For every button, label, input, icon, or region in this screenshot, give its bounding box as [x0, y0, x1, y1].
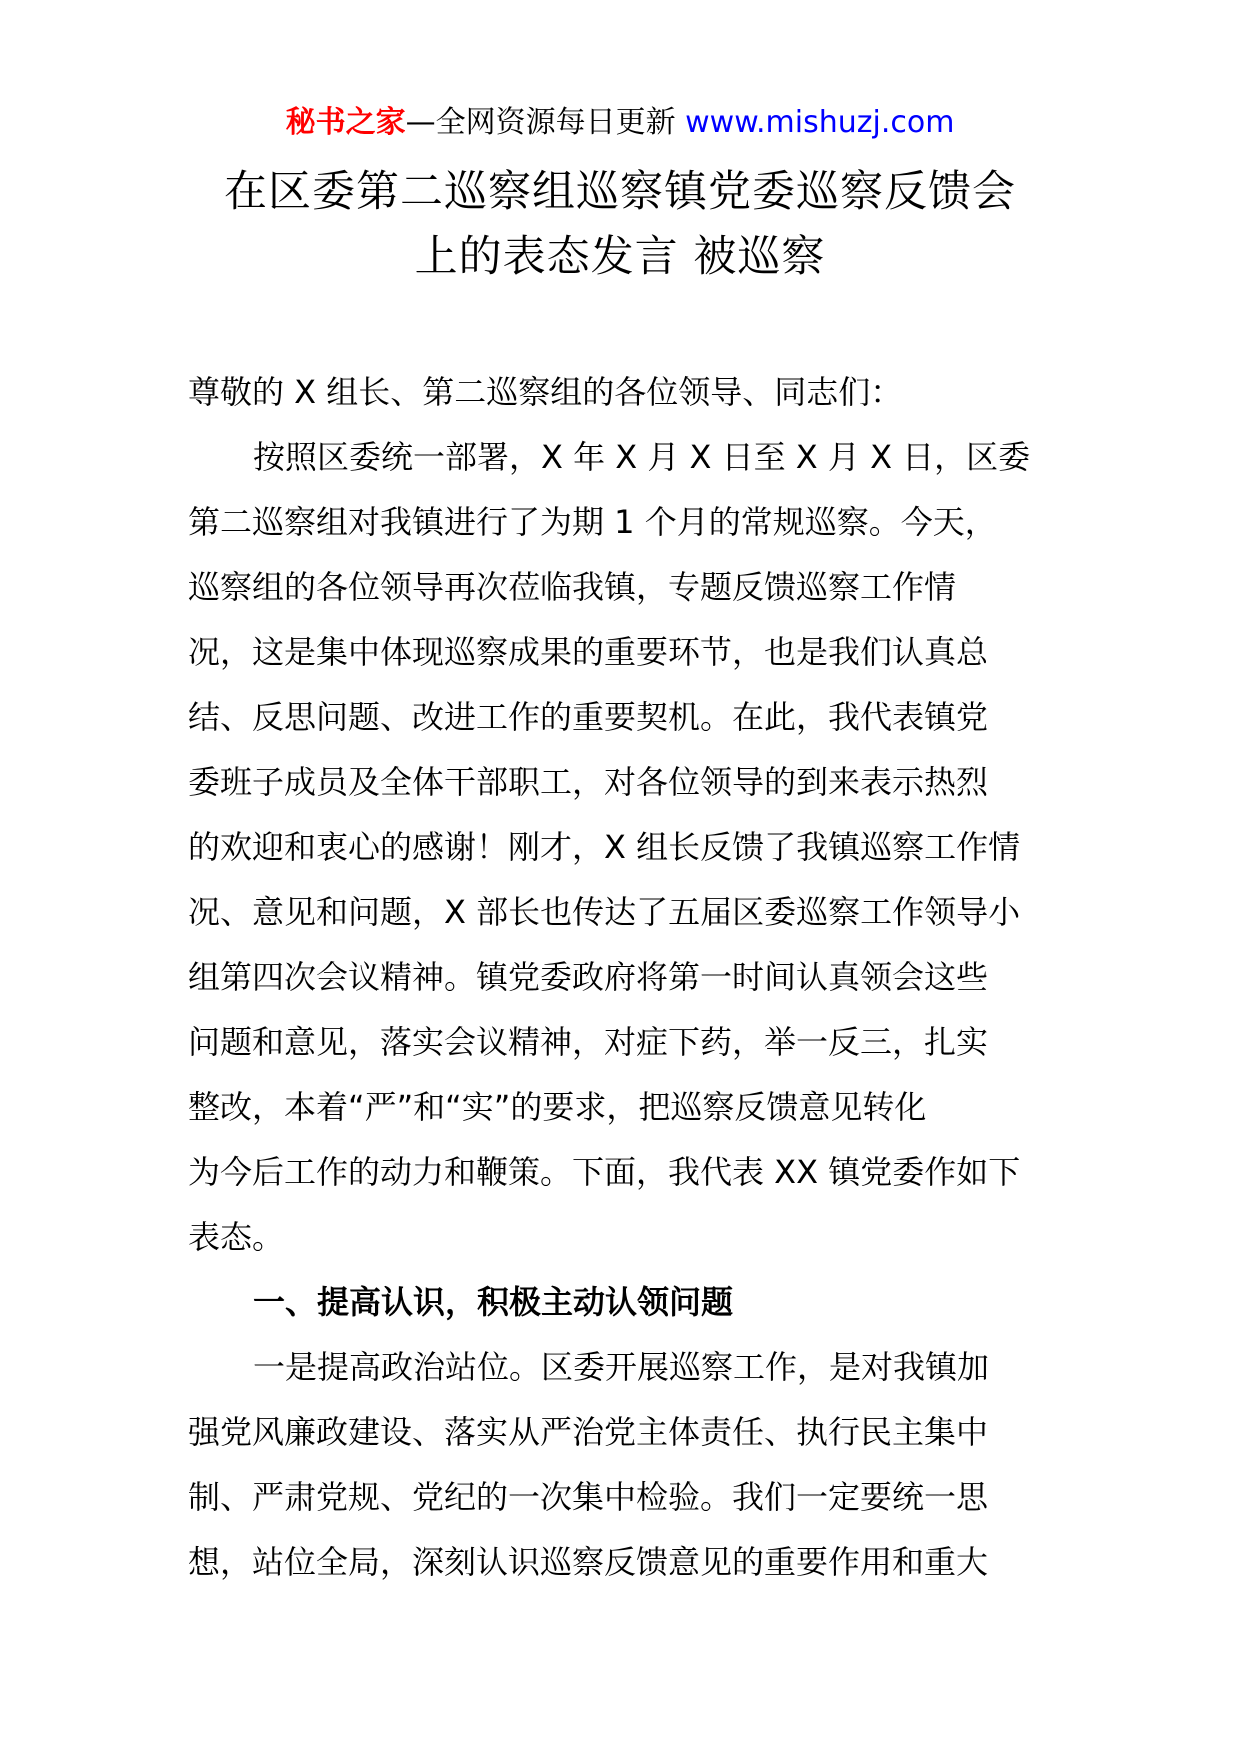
paragraph-line: 一是提高政治站位。区委开展巡察工作，是对我镇加 [253, 1348, 990, 1386]
paragraph-line: 组第四次会议精神。镇党委政府将第一时间认真领会这些 [188, 958, 989, 996]
paragraph-line: 巡察组的各位领导再次莅临我镇，专题反馈巡察工作情 [188, 568, 957, 606]
paragraph-line: 结、反思问题、改进工作的重要契机。在此，我代表镇党 [188, 698, 989, 736]
banner-brand: 秘书之家 [285, 105, 406, 140]
title-line-2: 上的表态发言 被巡察 [414, 232, 826, 282]
banner-url-link[interactable]: www.mishuzj.com [685, 105, 955, 140]
paragraph-line: 强党风廉政建设、落实从严治党主体责任、执行民主集中 [188, 1413, 989, 1451]
paragraph-line: 况，这是集中体现巡察成果的重要环节，也是我们认真总 [188, 633, 989, 671]
paragraph-line: 第二巡察组对我镇进行了为期 1 个月的常规巡察。今天， [188, 503, 997, 541]
banner-slogan: —全网资源每日更新 [405, 105, 676, 140]
paragraph-line: 的欢迎和衷心的感谢！刚才，X 组长反馈了我镇巡察工作情 [188, 828, 1021, 866]
paragraph-line: 委班子成员及全体干部职工，对各位领导的到来表示热烈 [188, 763, 989, 801]
site-banner [0, 100, 1240, 146]
paragraph-line: 为今后工作的动力和鞭策。下面，我代表 XX 镇党委作如下 [188, 1153, 1021, 1191]
document-body [188, 360, 1063, 1595]
section-heading: 一、提高认识，积极主动认领问题 [253, 1283, 734, 1321]
paragraph-line: 况、意见和问题，X 部长也传达了五届区委巡察工作领导小 [188, 893, 1021, 931]
document-title [160, 160, 1080, 290]
salutation: 尊敬的 X 组长、第二巡察组的各位领导、同志们： [188, 373, 903, 411]
paragraph-line: 表态。 [188, 1218, 285, 1256]
paragraph-line: 整改，本着“严”和“实”的要求，把巡察反馈意见转化 [188, 1088, 927, 1126]
paragraph-line: 制、严肃党规、党纪的一次集中检验。我们一定要统一思 [188, 1478, 989, 1516]
paragraph-line: 想，站位全局，深刻认识巡察反馈意见的重要作用和重大 [188, 1543, 989, 1581]
paragraph-line: 问题和意见，落实会议精神，对症下药，举一反三，扎实 [188, 1023, 989, 1061]
paragraph-line: 按照区委统一部署，X 年 X 月 X 日至 X 月 X 日，区委 [253, 438, 1031, 476]
title-line-1: 在区委第二巡察组巡察镇党委巡察反馈会 [224, 167, 1016, 217]
